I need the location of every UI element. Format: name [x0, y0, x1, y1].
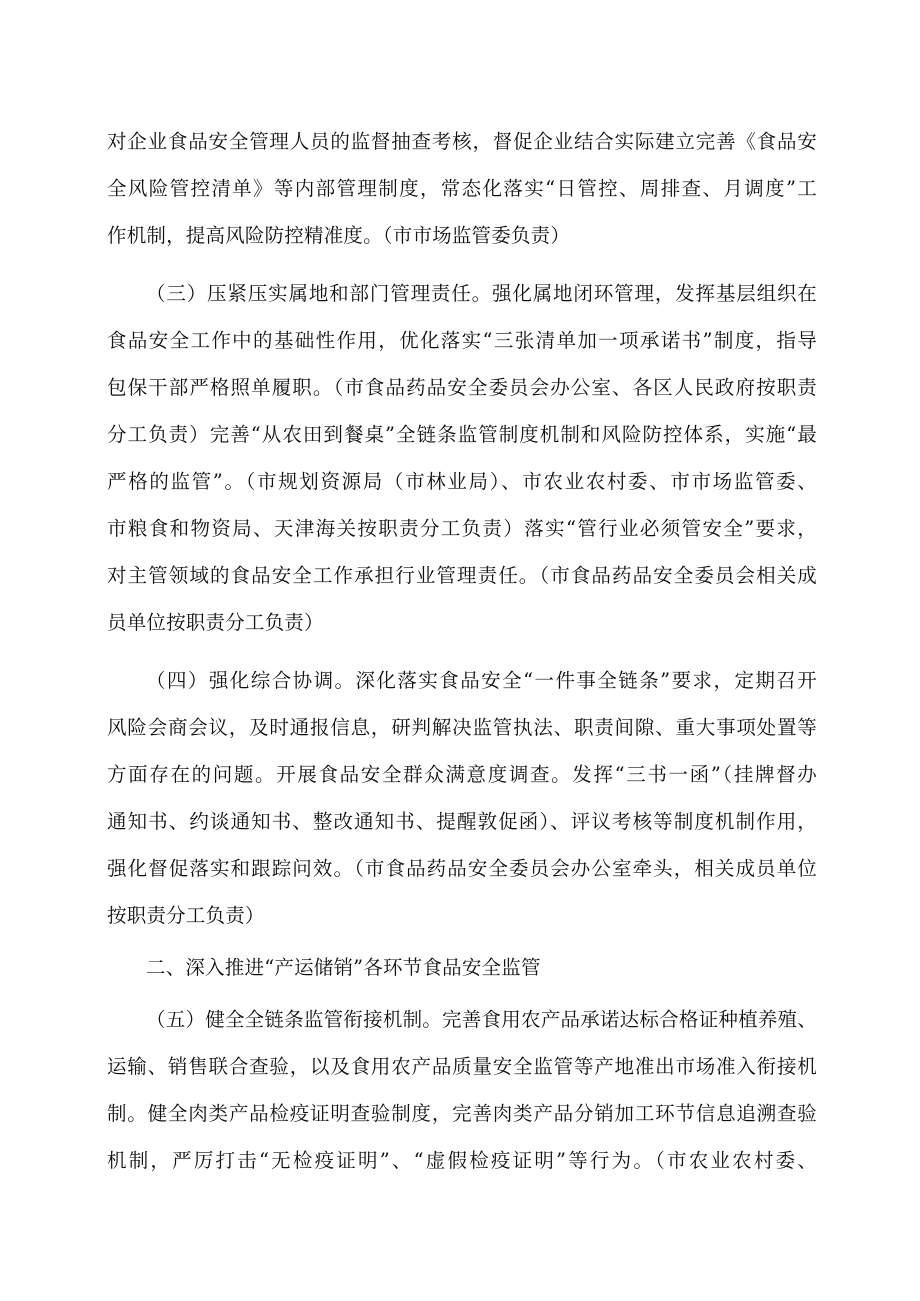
text-line: 市粮食和物资局、天津海关按职责分工负责）落实“管行业必须管安全”要求， [107, 517, 817, 540]
paragraph-start-line: （五）健全全链条监管衔接机制。完善食用农产品承诺达标合格证种植养殖、 [146, 1008, 817, 1031]
text-line: 全风险管控清单》等内部管理制度，常态化落实“日管控、周排查、月调度”工 [107, 177, 817, 200]
text-line: 对企业食品安全管理人员的监督抽查考核，督促企业结合实际建立完善《食品安 [107, 130, 817, 153]
text-line: 分工负责）完善“从农田到餐桌”全链条监管制度机制和风险防控体系，实施“最 [107, 423, 817, 446]
text-line: 强化督促落实和跟踪问效。（市食品药品安全委员会办公室牵头，相关成员单位 [107, 857, 817, 880]
paragraph-start-line: （四）强化综合协调。深化落实食品安全“一件事全链条”要求，定期召开 [146, 669, 817, 692]
text-line: 机制，严厉打击“无检疫证明”、“虚假检疫证明”等行为。（市农业农村委、 [107, 1149, 817, 1172]
text-line: 按职责分工负责） [107, 904, 265, 927]
text-line: 方面存在的问题。开展食品安全群众满意度调查。发挥“三书一函”（挂牌督办 [107, 763, 817, 786]
text-line: 员单位按职责分工负责） [107, 611, 324, 634]
text-line: 运输、销售联合查验，以及食用农产品质量安全监管等产地准出市场准入衔接机 [107, 1055, 817, 1078]
text-line: 作机制，提高风险防控精准度。（市市场监管委负责） [107, 224, 571, 247]
text-line: 制。健全肉类产品检疫证明查验制度，完善肉类产品分销加工环节信息追溯查验 [107, 1102, 817, 1125]
text-line: 通知书、约谈通知书、整改通知书、提醒敦促函）、评议考核等制度机制作用， [107, 810, 817, 833]
text-line: 严格的监管”。（市规划资源局（市林业局）、市农业农村委、市市场监管委、 [107, 470, 817, 493]
text-line: 对主管领域的食品安全工作承担行业管理责任。（市食品药品安全委员会相关成 [107, 564, 817, 587]
text-line: 食品安全工作中的基础性作用，优化落实“三张清单加一项承诺书”制度，指导 [107, 329, 817, 352]
section-heading: 二、深入推进“产运储销”各环节食品安全监管 [146, 956, 541, 979]
text-line: 风险会商会议，及时通报信息，研判解决监管执法、职责间隙、重大事项处置等 [107, 716, 817, 739]
paragraph-start-line: （三）压紧压实属地和部门管理责任。强化属地闭环管理，发挥基层组织在 [146, 282, 817, 305]
text-line: 包保干部严格照单履职。（市食品药品安全委员会办公室、各区人民政府按职责 [107, 376, 817, 399]
